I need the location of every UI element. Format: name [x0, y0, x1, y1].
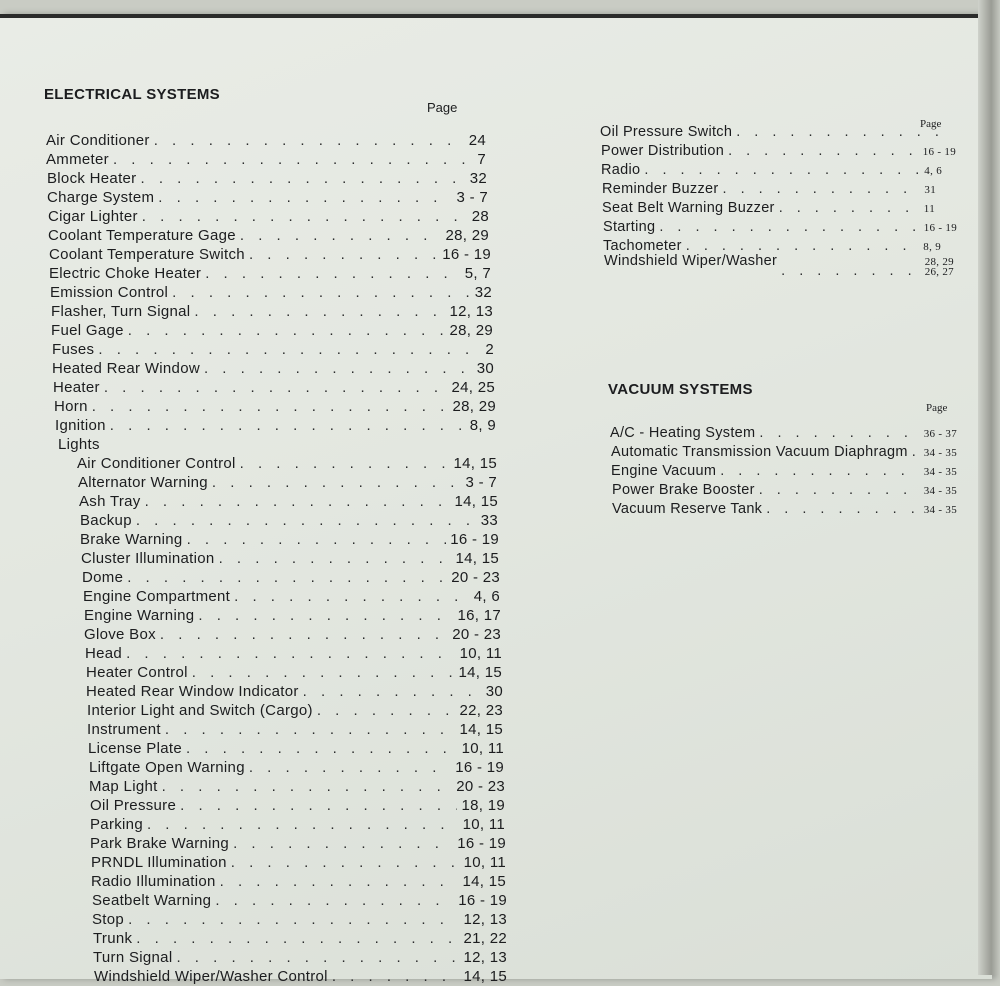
entry-name: Liftgate Open Warning: [89, 759, 245, 776]
entry-page: 18, 19: [461, 797, 505, 814]
document-page: [0, 14, 992, 985]
entry-name: Ash Tray: [79, 493, 141, 510]
entry-page: 16 - 19: [450, 531, 499, 548]
entry-page: 24, 25: [451, 379, 495, 396]
entry-name: Automatic Transmission Vacuum Diaphragm: [611, 444, 908, 460]
index-entry: [52, 359, 494, 378]
index-entry: [49, 264, 491, 283]
entry-name: Air Conditioner: [46, 132, 150, 149]
entry-name: Windshield Wiper/Washer Control: [94, 968, 328, 985]
entry-page: 16 - 19: [457, 835, 506, 852]
entry-name: Reminder Buzzer: [602, 181, 719, 197]
entry-page: 2: [485, 341, 494, 358]
entry-page: 30: [485, 683, 503, 700]
index-entry: [89, 777, 505, 796]
entry-page: 16 - 19: [455, 759, 504, 776]
entry-page: 34 - 35: [923, 466, 957, 478]
entry-name: Heated Rear Window: [52, 360, 200, 377]
index-entry: [601, 161, 942, 179]
entry-name: License Plate: [88, 740, 182, 757]
entry-page: 16 - 19: [458, 892, 507, 909]
entry-name: Heater Control: [86, 664, 188, 681]
index-entry: [85, 644, 502, 663]
index-entry: [602, 180, 936, 198]
entry-page: 20 - 23: [452, 626, 501, 643]
index-entry: [54, 397, 496, 416]
electrical-systems-heading: ELECTRICAL SYSTEMS: [44, 86, 220, 103]
index-entry: [46, 131, 486, 150]
entry-page: 28, 29: [445, 227, 489, 244]
entry-page: 28, 29: [449, 322, 493, 339]
entry-name: Trunk: [93, 930, 133, 947]
entry-page: 8, 9: [469, 417, 496, 434]
entry-name: Vacuum Reserve Tank: [612, 501, 763, 517]
entry-name: Cigar Lighter: [48, 208, 138, 225]
entry-name: Turn Signal: [93, 949, 173, 966]
entry-name: Ignition: [55, 417, 106, 434]
entry-page: 32: [469, 170, 487, 187]
entry-page: 16 - 19: [923, 222, 957, 234]
index-entry: [600, 123, 954, 141]
entry-name: Head: [85, 645, 123, 662]
entry-page: 14, 15: [463, 968, 507, 985]
entry-name: Charge System: [47, 189, 155, 206]
entry-page: 14, 15: [462, 873, 506, 890]
index-entry: [50, 283, 492, 302]
index-entry: [48, 226, 489, 245]
entry-name: Windshield Wiper/Washer: [604, 253, 778, 269]
entry-page: 12, 13: [449, 303, 493, 320]
index-entry: [81, 549, 499, 568]
index-entry-continued: [604, 262, 954, 280]
entry-name: Horn: [54, 398, 88, 415]
entry-page: 8, 9: [923, 241, 941, 253]
entry-name: Dome: [82, 569, 124, 586]
index-entry: [90, 796, 505, 815]
entry-name: Engine Compartment: [83, 588, 231, 605]
entry-name: Parking: [90, 816, 143, 833]
page-column-label: Page: [920, 118, 942, 130]
entry-page: 10, 11: [459, 645, 502, 662]
entry-page: 10, 11: [463, 854, 506, 871]
index-entry: [47, 169, 487, 188]
entry-page: 20 - 23: [456, 778, 505, 795]
index-entry: [46, 150, 486, 169]
entry-name: Glove Box: [84, 626, 156, 643]
index-entry: [89, 758, 504, 777]
entry-name: Radio: [601, 162, 641, 178]
entry-name: Flasher, Turn Signal: [51, 303, 191, 320]
entry-name: Air Conditioner Control: [77, 455, 236, 472]
entry-page: 26, 27: [924, 266, 954, 278]
entry-name: A/C - Heating System: [610, 425, 756, 441]
entry-page: 7: [477, 151, 486, 168]
index-entry: [612, 500, 957, 518]
entry-name: Electric Choke Heater: [49, 265, 202, 282]
entry-page: 3 - 7: [465, 474, 497, 491]
entry-name: Heated Rear Window Indicator: [86, 683, 299, 700]
entry-page: 14, 15: [458, 664, 502, 681]
index-entry: [83, 587, 500, 606]
index-entry: [93, 948, 507, 967]
index-entry: [77, 454, 497, 473]
entry-page: 10, 11: [461, 740, 504, 757]
entry-name: Coolant Temperature Gage: [48, 227, 236, 244]
index-entry: [91, 872, 506, 891]
entry-page: 20 - 23: [451, 569, 500, 586]
entry-page: 4, 6: [924, 165, 942, 177]
entry-page: 31: [924, 184, 936, 196]
index-entry: [94, 967, 507, 986]
index-entry: [80, 530, 499, 549]
entry-name: Fuses: [52, 341, 95, 358]
page-column-label: Page: [427, 100, 458, 115]
index-entry: [611, 462, 957, 480]
entry-page: 14, 15: [454, 493, 498, 510]
entry-name: Power Distribution: [601, 143, 725, 159]
entry-name: Emission Control: [50, 284, 169, 301]
index-entry: [53, 378, 495, 397]
entry-page: 34 - 35: [923, 447, 957, 459]
entry-name: Stop: [92, 911, 125, 928]
index-entry: [52, 340, 494, 359]
index-entry: [86, 682, 503, 701]
entry-page: 28: [471, 208, 489, 225]
entry-page: 33: [480, 512, 498, 529]
index-entry: [80, 511, 498, 530]
index-entry: [610, 424, 957, 442]
entry-page: 3 - 7: [456, 189, 488, 206]
entry-page: 10, 11: [462, 816, 505, 833]
entry-name: Map Light: [89, 778, 158, 795]
entry-name: Park Brake Warning: [90, 835, 230, 852]
index-entry: [612, 481, 957, 499]
index-entry: [48, 207, 489, 226]
entry-page: 14, 15: [455, 550, 499, 567]
index-entry: [87, 720, 503, 739]
entry-name: PRNDL Illumination: [91, 854, 227, 871]
entry-page: 28, 29: [452, 398, 496, 415]
index-entry: [603, 218, 957, 236]
entry-page: 12, 13: [463, 949, 507, 966]
index-entry: [55, 416, 496, 435]
index-entry: [90, 834, 506, 853]
index-entry: [91, 853, 506, 872]
vacuum-systems-heading: VACUUM SYSTEMS: [608, 381, 753, 398]
entry-page: 5, 7: [464, 265, 491, 282]
entry-name: Brake Warning: [80, 531, 183, 548]
index-entry: [86, 663, 502, 682]
entry-name: Starting: [603, 219, 656, 235]
index-entry: [51, 302, 493, 321]
index-entry: [78, 473, 497, 492]
entry-name: Alternator Warning: [78, 474, 208, 491]
entry-name: Ammeter: [46, 151, 109, 168]
index-entry: [88, 739, 504, 758]
entry-name: Backup: [80, 512, 132, 529]
entry-page: 34 - 35: [923, 485, 957, 497]
entry-page: 24: [468, 132, 486, 149]
entry-page: 30: [476, 360, 494, 377]
entry-name: Oil Pressure Switch: [600, 124, 733, 140]
index-entry: [84, 606, 501, 625]
lights-subheading: Lights: [58, 436, 100, 453]
entry-page: 12, 13: [463, 911, 507, 928]
index-entry: [87, 701, 503, 720]
index-entry: [51, 321, 493, 340]
entry-page: 22, 23: [459, 702, 503, 719]
entry-page: 14, 15: [453, 455, 497, 472]
entry-name: Engine Warning: [84, 607, 195, 624]
index-entry: [611, 443, 957, 461]
index-entry: [92, 891, 507, 910]
entry-name: Heater: [53, 379, 100, 396]
entry-name: Engine Vacuum: [611, 463, 717, 479]
index-entry: [90, 815, 505, 834]
entry-name: Seat Belt Warning Buzzer: [602, 200, 775, 216]
entry-page: 16, 17: [457, 607, 501, 624]
index-entry: [601, 142, 956, 160]
entry-page: 16 - 19: [922, 146, 956, 158]
entry-name: Tachometer: [603, 238, 682, 254]
entry-name: Radio Illumination: [91, 873, 216, 890]
entry-name: Block Heater: [47, 170, 137, 187]
entry-name: Coolant Temperature Switch: [49, 246, 245, 263]
index-entry: [47, 188, 488, 207]
entry-page: 36 - 37: [923, 428, 957, 440]
index-entry: [82, 568, 500, 587]
entry-page: 32: [474, 284, 492, 301]
index-entry: [49, 245, 491, 264]
index-entry: [79, 492, 498, 511]
entry-page: 16 - 19: [442, 246, 491, 263]
entry-name: Seatbelt Warning: [92, 892, 212, 909]
index-entry: [602, 199, 935, 217]
entry-page: 28, 29: [924, 256, 954, 268]
page-edge-shadow: [978, 0, 1000, 975]
entry-name: Oil Pressure: [90, 797, 177, 814]
index-entry: [93, 929, 507, 948]
entry-name: Interior Light and Switch (Cargo): [87, 702, 313, 719]
index-entry: [92, 910, 507, 929]
entry-page: 11: [923, 203, 935, 215]
entry-name: Instrument: [87, 721, 161, 738]
index-entry: [84, 625, 501, 644]
entry-name: Cluster Illumination: [81, 550, 215, 567]
entry-page: 4, 6: [473, 588, 500, 605]
entry-page: 14, 15: [459, 721, 503, 738]
entry-page: 34 - 35: [923, 504, 957, 516]
entry-name: Fuel Gage: [51, 322, 124, 339]
entry-name: Power Brake Booster: [612, 482, 755, 498]
entry-page: 21, 22: [463, 930, 507, 947]
page-column-label: Page: [926, 402, 948, 414]
